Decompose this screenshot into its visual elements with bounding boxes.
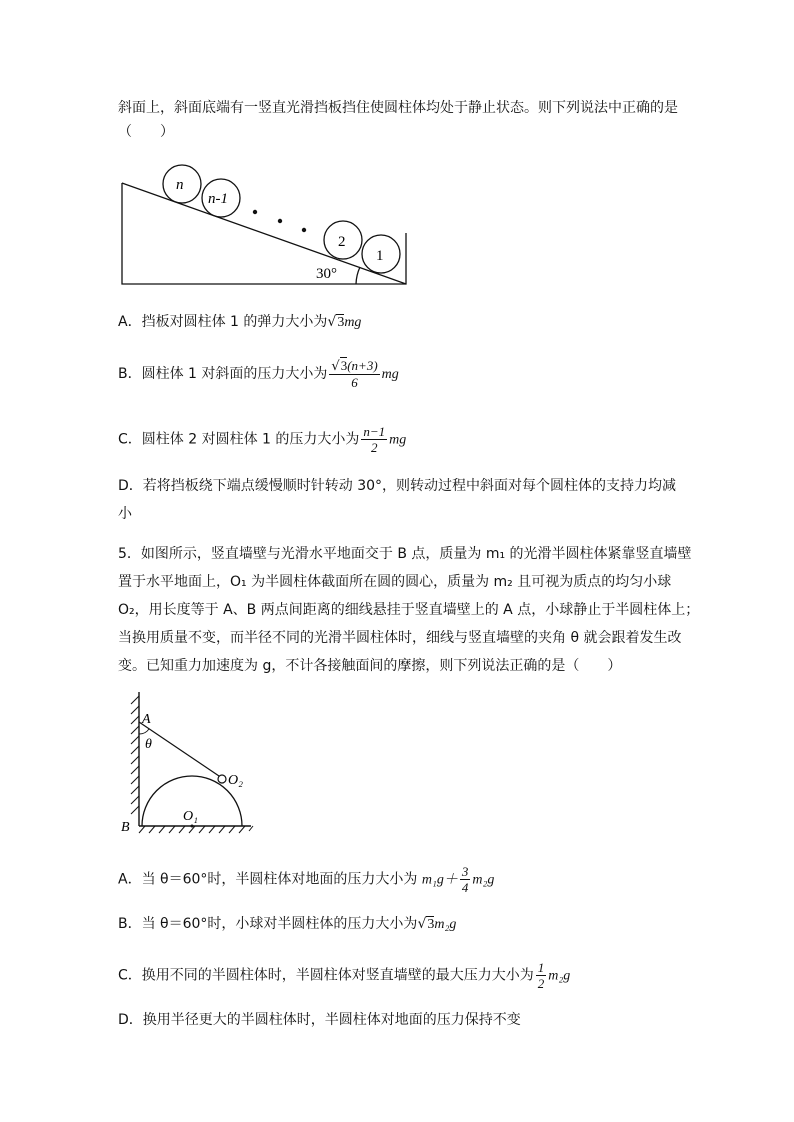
q4-answer-paren: （ ） — [118, 124, 174, 140]
angle-label: 30° — [316, 266, 337, 282]
angle-arc — [356, 267, 360, 284]
q5-option-a: A．当 θ＝60°时，半圆柱体对地面的压力大小为 m₁g＋ $\frac{3}{4}$ m₂g — [118, 864, 495, 895]
label-n: n — [176, 177, 184, 193]
label-n-1: n-1 — [208, 191, 228, 207]
wall-hatching — [131, 696, 139, 814]
q5-stem-line: 5．如图所示，竖直墙壁与光滑水平地面交于 B 点，质量为 m₁ 的光滑半圆柱体紧靠竖直墙壁 — [118, 546, 692, 562]
q4-option-c: C．圆柱体 2 对圆柱体 1 的压力大小为 $\frac{n-1}{2}$ mg — [118, 424, 407, 455]
ellipsis-dot — [278, 219, 282, 223]
label-b: B — [121, 820, 130, 835]
q5-stem-line: 当换用质量不变，而半径不同的光滑半圆柱体时，细线与竖直墙壁的夹角 θ 就会跟着发生改 — [118, 630, 682, 646]
label-theta: θ — [145, 737, 152, 752]
incline-surface — [122, 183, 406, 284]
label-o2: O₂ — [228, 773, 243, 788]
label-2: 2 — [338, 234, 346, 250]
ball-o2 — [218, 775, 226, 783]
q5-option-b: B．当 θ＝60°时，小球对半圆柱体的压力大小为√3m₂g — [118, 916, 457, 932]
q4-option-a: A．挡板对圆柱体 1 的弹力大小为√3mg — [118, 314, 362, 330]
center-o1 — [191, 825, 194, 828]
q5-stem-line: 置于水平地面上，O₁ 为半圆柱体截面所在圆的圆心，质量为 m₂ 且可视为质点的均匀小球 — [118, 574, 672, 590]
ground-hatching — [139, 826, 253, 833]
q5-option-d: D．换用半径更大的半圆柱体时，半圆柱体对地面的压力保持不变 — [118, 1012, 521, 1028]
q5-wall-figure — [115, 690, 265, 840]
q4-option-b: B．圆柱体 1 对斜面的压力大小为 $\frac{√3(n+3)}{6}$ mg — [118, 358, 399, 390]
q5-stem-line: O₂，用长度等于 A、B 两点间距离的细线悬挂于竖直墙壁上的 A 点，小球静止于半圆柱体上； — [118, 602, 700, 618]
q4-option-d-line1: D．若将挡板绕下端点缓慢顺时针转动 30°，则转动过程中斜面对每个圆柱体的支持力均减 — [118, 478, 677, 494]
ellipsis-dot — [302, 228, 306, 232]
label-1: 1 — [376, 248, 384, 264]
q5-option-c: C．换用不同的半圆柱体时，半圆柱体对竖直墙壁的最大压力大小为 $\frac{1}{2}$ m₂g — [118, 960, 571, 991]
q4-option-d-line2: 小 — [118, 506, 132, 522]
q5-stem-line: 变。已知重力加速度为 g，不计各接触面间的摩擦，则下列说法正确的是（ ） — [118, 658, 622, 674]
q4-intro: 斜面上，斜面底端有一竖直光滑挡板挡住使圆柱体均处于静止状态。则下列说法中正确的是 — [118, 100, 678, 116]
q4-incline-figure — [110, 150, 420, 290]
label-o1: O₁ — [183, 809, 198, 824]
ellipsis-dot — [253, 210, 257, 214]
label-a: A — [142, 712, 151, 727]
